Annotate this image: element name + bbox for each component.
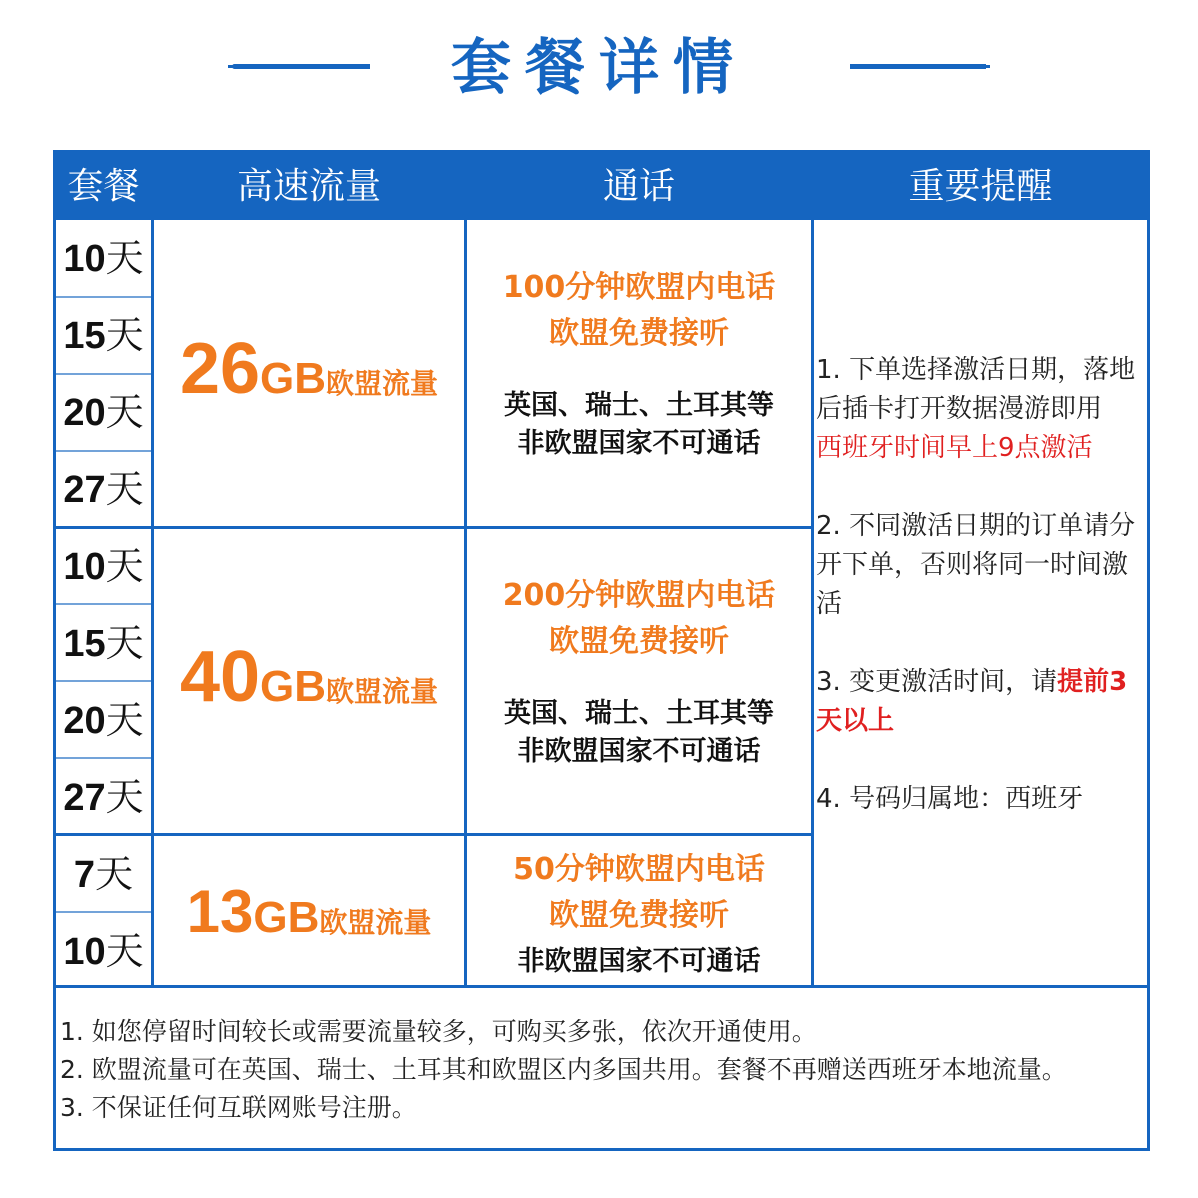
- plan-duration: 10天: [63, 544, 144, 588]
- plan-duration: 10天: [63, 929, 144, 973]
- call-minutes: 50分钟欧盟内电话: [513, 852, 765, 887]
- data-allowance: 40GB欧盟流量: [179, 637, 439, 717]
- page-title: 套餐详情: [451, 33, 747, 103]
- call-minutes: 100分钟欧盟内电话: [502, 270, 776, 305]
- package-table: [53, 150, 1150, 1151]
- col-divider-1: [151, 153, 154, 987]
- call-free: 欧盟免费接听: [549, 624, 729, 659]
- call-note: 非欧盟国家不可通话: [517, 736, 761, 767]
- call-note: 非欧盟国家不可通话: [517, 946, 761, 977]
- call-note: 非欧盟国家不可通话: [517, 428, 761, 459]
- call-free: 欧盟免费接听: [549, 898, 729, 933]
- plan-duration: 27天: [63, 775, 144, 819]
- reminder-3: 3. 变更激活时间，请提前3天以上: [816, 667, 1128, 736]
- plan-duration: 15天: [63, 313, 144, 357]
- call-info: [467, 265, 811, 463]
- footer-divider: [56, 985, 1147, 988]
- plan-duration: 10天: [63, 236, 144, 280]
- call-free: 欧盟免费接听: [549, 316, 729, 351]
- call-note: 英国、瑞士、土耳其等: [504, 698, 774, 729]
- reminder-4: 4. 号码归属地：西班牙: [816, 784, 1084, 814]
- plan-duration: 7天: [73, 852, 134, 896]
- header-reminders: 重要提醒: [814, 153, 1147, 220]
- plan-duration: 15天: [63, 621, 144, 665]
- reminders: [816, 351, 1146, 858]
- footer-note: 1. 如您停留时间较长或需要流量较多，可购买多张，依次开通使用。: [60, 1017, 817, 1046]
- footer-notes: [60, 1013, 1145, 1127]
- title-bar: [0, 28, 1198, 108]
- group-divider-2: [56, 833, 811, 836]
- footer-note: 2. 欧盟流量可在英国、瑞士、土耳其和欧盟区内多国共用。套餐不再赠送西班牙本地流量。: [60, 1055, 1067, 1084]
- reminder-1: 1. 下单选择激活日期，落地后插卡打开数据漫游即用 西班牙时间早上9点激活: [816, 355, 1136, 463]
- header-package: 套餐: [56, 153, 151, 220]
- reminder-2: 2. 不同激活日期的订单请分开下单，否则将同一时间激活: [816, 511, 1136, 619]
- header-calls: 通话: [467, 153, 811, 220]
- header-data: 高速流量: [154, 153, 464, 220]
- plan-duration: 20天: [63, 390, 144, 434]
- data-allowance: 26GB欧盟流量: [179, 329, 439, 409]
- call-info: [467, 573, 811, 771]
- group-divider-1: [56, 526, 811, 529]
- call-info: [467, 847, 811, 981]
- plan-duration: 20天: [63, 698, 144, 742]
- reminder-3-highlight: 提前3天以上: [816, 667, 1128, 736]
- plan-duration: 27天: [63, 467, 144, 511]
- col-divider-3: [811, 153, 814, 987]
- reminder-1-highlight: 西班牙时间早上9点激活: [816, 433, 1093, 463]
- footer-note: 3. 不保证任何互联网账号注册。: [60, 1093, 417, 1122]
- call-note: 英国、瑞士、土耳其等: [504, 390, 774, 421]
- data-allowance: 13GB欧盟流量: [186, 878, 432, 945]
- call-minutes: 200分钟欧盟内电话: [502, 578, 776, 613]
- title-decor-right: [850, 64, 986, 69]
